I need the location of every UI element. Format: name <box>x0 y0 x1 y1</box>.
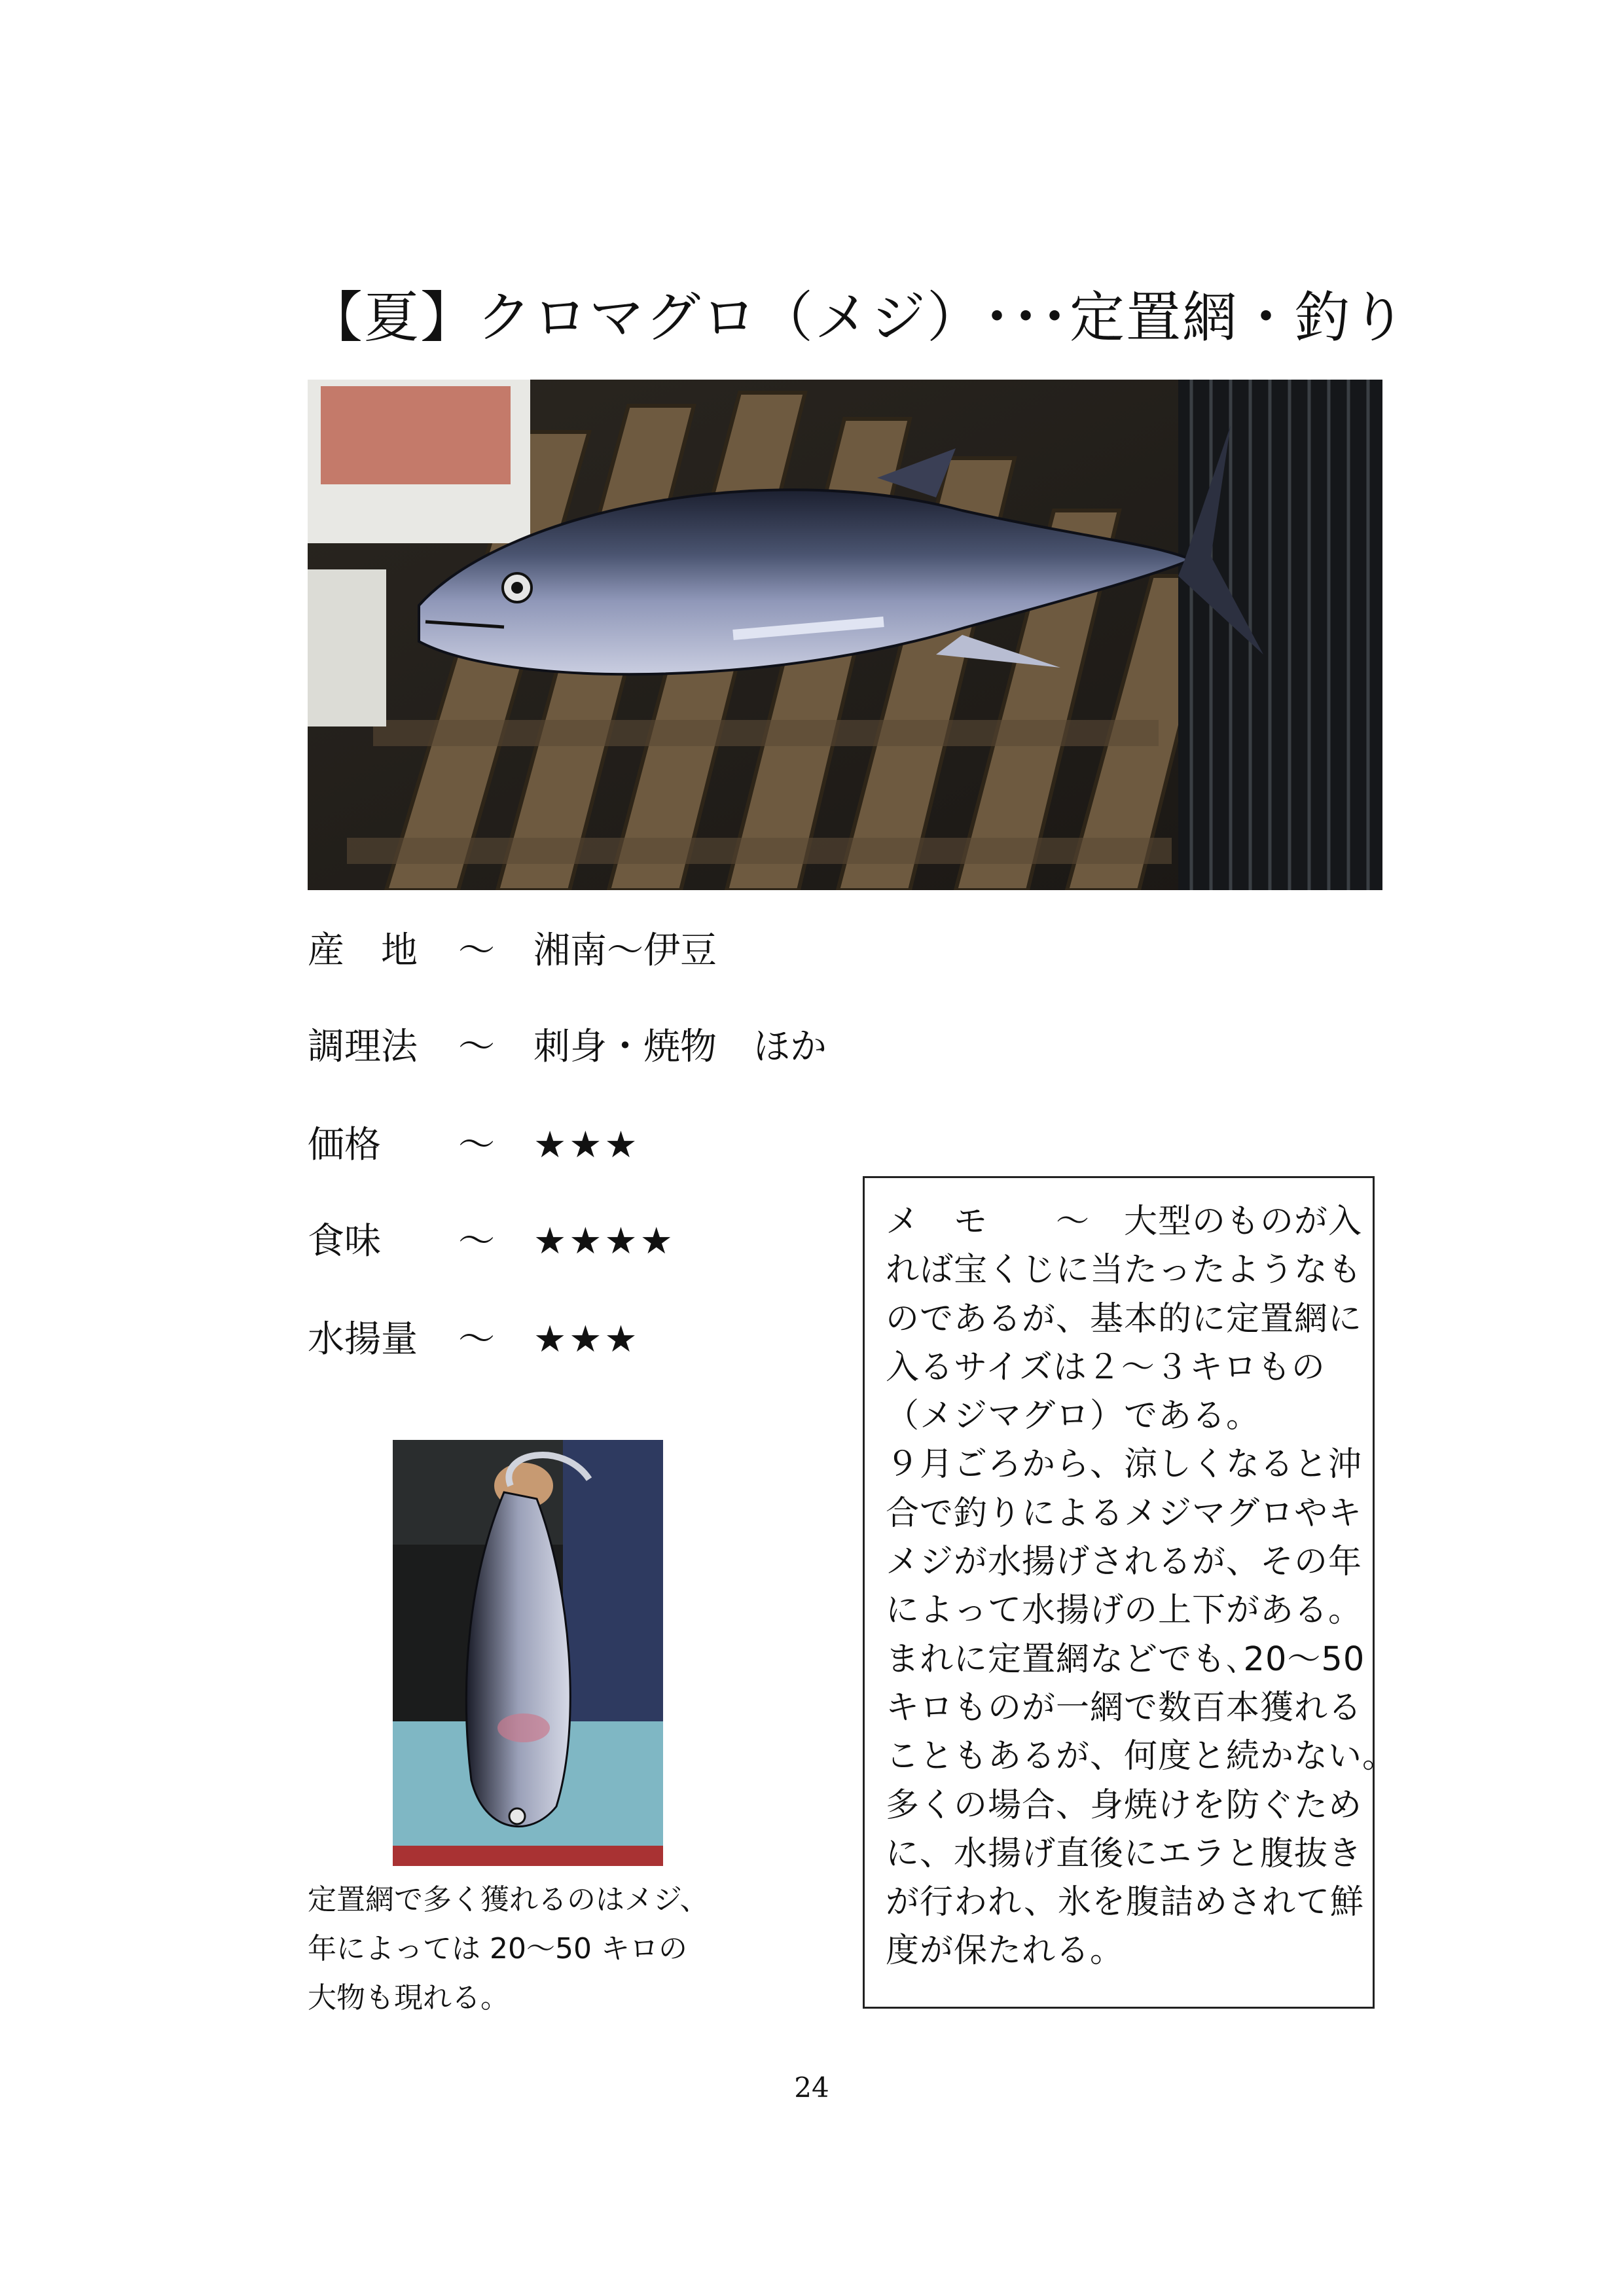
memo-line: に、水揚げ直後にエラと腹抜き <box>886 1834 1363 1873</box>
memo-line: が行われ、氷を腹詰めされて鮮 <box>886 1883 1365 1922</box>
taste-label: 食味 <box>308 1220 381 1263</box>
main-photo-tuna-on-pallets <box>308 380 1382 890</box>
origin-label: 産 地 <box>308 929 418 972</box>
memo-line: のであるが、基本的に定置網に <box>886 1299 1363 1338</box>
memo-line: 度が保たれる。 <box>886 1931 1125 1971</box>
cooking-separator: ～ <box>458 1026 495 1068</box>
cooking-label: 調理法 <box>308 1026 418 1068</box>
price-separator: ～ <box>458 1124 495 1166</box>
landing-label: 水揚量 <box>308 1318 418 1361</box>
landing-rating-stars: ★★★ <box>533 1318 640 1361</box>
memo-line: 多くの場合、身焼けを防ぐため <box>886 1785 1363 1825</box>
page-title: 【夏】クロマグロ（メジ）･･･定置網・釣り <box>308 285 1408 350</box>
cooking-value: 刺身・焼物 ほか <box>533 1026 827 1068</box>
memo-box <box>863 1176 1397 2009</box>
origin-value: 湘南～伊豆 <box>533 929 717 972</box>
memo-line: キロものが一網で数百本獲れる <box>886 1688 1363 1727</box>
memo-line: メ モ ～ 大型のものが入 <box>886 1202 1363 1241</box>
landing-separator: ～ <box>458 1318 495 1361</box>
taste-separator: ～ <box>458 1220 495 1263</box>
small-photo-tuna-held <box>393 1440 663 1866</box>
memo-line: メジが水揚げされるが、その年 <box>886 1543 1363 1582</box>
memo-line: 入るサイズは２～３キロもの <box>886 1348 1326 1387</box>
caption-line: 定置網で多く獲れるのはメジ、 <box>308 1883 709 1916</box>
memo-line: れば宝くじに当たったようなも <box>886 1251 1363 1290</box>
memo-line: 合で釣りによるメジマグロやキ <box>886 1494 1363 1533</box>
taste-rating-stars: ★★★★ <box>533 1220 676 1263</box>
memo-line: まれに定置網などでも､20～50 <box>886 1640 1365 1679</box>
price-rating-stars: ★★★ <box>533 1124 640 1166</box>
origin-separator: ～ <box>458 929 495 972</box>
memo-line: ９月ごろから、涼しくなると沖 <box>886 1445 1363 1484</box>
caption-line: 年によっては 20～50 キロの <box>308 1932 687 1965</box>
memo-line: こともあるが、何度と続かない。 <box>886 1737 1397 1776</box>
caption-line: 大物も現れる。 <box>308 1981 509 2015</box>
memo-line: （メジマグロ）である。 <box>886 1397 1261 1436</box>
small-photo-caption <box>308 1875 740 2022</box>
memo-line: によって水揚げの上下がある。 <box>886 1591 1363 1630</box>
price-label: 価格 <box>308 1124 381 1166</box>
page-number: 24 <box>794 2072 829 2104</box>
